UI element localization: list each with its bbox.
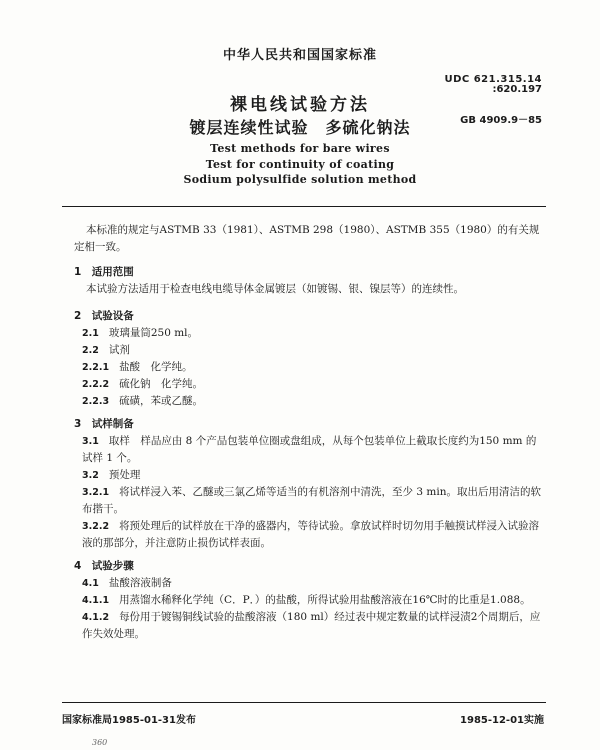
title-en	[0, 141, 600, 188]
item-text: 硫化钠 化学纯。	[119, 378, 204, 390]
title-en-line3: Sodium polysulfide solution method	[183, 173, 417, 186]
item-text: 用蒸馏水稀释化学纯（C．P．）的盐酸，所得试验用盐酸溶液在16℃时的比重是1.088。	[119, 594, 531, 606]
udc-code: UDC 621.315.14	[444, 74, 542, 85]
list-item	[82, 467, 542, 484]
item-number: 4.1.1	[82, 595, 110, 606]
section-1-heading: 1 适用范围	[74, 266, 134, 278]
list-item	[82, 575, 542, 592]
item-text: 试剂	[108, 344, 130, 356]
title-cn-line2: 镀层连续性试验 多硫化钠法	[189, 118, 411, 137]
list-item	[82, 342, 542, 359]
list-item	[82, 393, 542, 410]
item-number: 2.2.2	[82, 379, 110, 390]
item-number: 2.2.1	[82, 362, 110, 373]
list-item	[82, 592, 542, 609]
item-number: 3.1	[82, 436, 99, 447]
list-item	[82, 325, 542, 342]
item-number: 3.2	[82, 470, 99, 481]
item-number: 4.1	[82, 578, 99, 589]
item-text: 硫磺，苯或乙醚。	[119, 395, 204, 407]
item-number: 2.1	[82, 328, 99, 339]
section-3-heading: 3 试样制备	[74, 418, 134, 430]
list-item	[82, 609, 542, 643]
title-en-line1: Test methods for bare wires	[210, 142, 390, 155]
item-number: 2.2	[82, 345, 99, 356]
effective-date: 1985-12-01实施	[460, 715, 544, 726]
item-text: 将试样浸入苯、乙醚或三氯乙烯等适当的有机溶剂中清洗，至少 3 min。取出后用清洁的软布揩干。	[82, 486, 541, 515]
list-item	[82, 433, 542, 467]
item-text: 取样 样品应由 8 个产品包装单位圈或盘组成，从每个包装单位上截取长度约为150 mm 的试样 1 个。	[82, 435, 537, 464]
list-item	[82, 518, 542, 552]
section-1-text: 本试验方法适用于检查电线电缆导体金属镀层（如镀锡、银、镍层等）的连续性。	[86, 283, 464, 295]
item-number: 3.2.1	[82, 487, 110, 498]
title-en-line2: Test for continuity of coating	[205, 157, 395, 171]
footer-divider	[62, 702, 546, 703]
section-4-heading: 4 试验步骤	[74, 560, 134, 572]
list-item	[82, 359, 542, 376]
standard-header: 中华人民共和国国家标准	[222, 48, 377, 63]
gb-number: GB 4909.9－85	[460, 115, 542, 126]
title-cn-line1: 裸电线试验方法	[230, 95, 370, 115]
list-item	[82, 484, 542, 518]
item-text: 盐酸溶液制备	[108, 577, 172, 589]
page-number: 360	[92, 738, 108, 747]
item-text: 预处理	[108, 469, 141, 481]
intro-paragraph: 本标准的规定与ASTMB 33（1981）、ASTMB 298（1980）、ASTMB 355（1980）的有关规定相一致。	[74, 224, 540, 253]
section-2-heading: 2 试验设备	[74, 310, 134, 322]
list-item	[82, 376, 542, 393]
item-text: 玻璃量筒250 ml。	[108, 327, 199, 339]
item-number: 3.2.2	[82, 521, 110, 532]
item-text: 盐酸 化学纯。	[119, 361, 193, 373]
item-text: 每份用于镀锡铜线试验的盐酸溶液（180 ml）经过表中规定数量的试样浸渍2个周期后，应作失效处理。	[82, 611, 541, 640]
item-number: 4.1.2	[82, 612, 110, 623]
item-number: 2.2.3	[82, 396, 110, 407]
issued-date: 国家标准局1985-01-31发布	[62, 715, 196, 726]
udc-code-continued: :620.197	[492, 84, 542, 95]
top-divider	[62, 206, 546, 207]
item-text: 将预处理后的试样放在干净的盛器内，等待试验。拿放试样时切勿用手触摸试样浸入试验溶液的那部分，并注意防止损伤试样表面。	[82, 520, 540, 549]
